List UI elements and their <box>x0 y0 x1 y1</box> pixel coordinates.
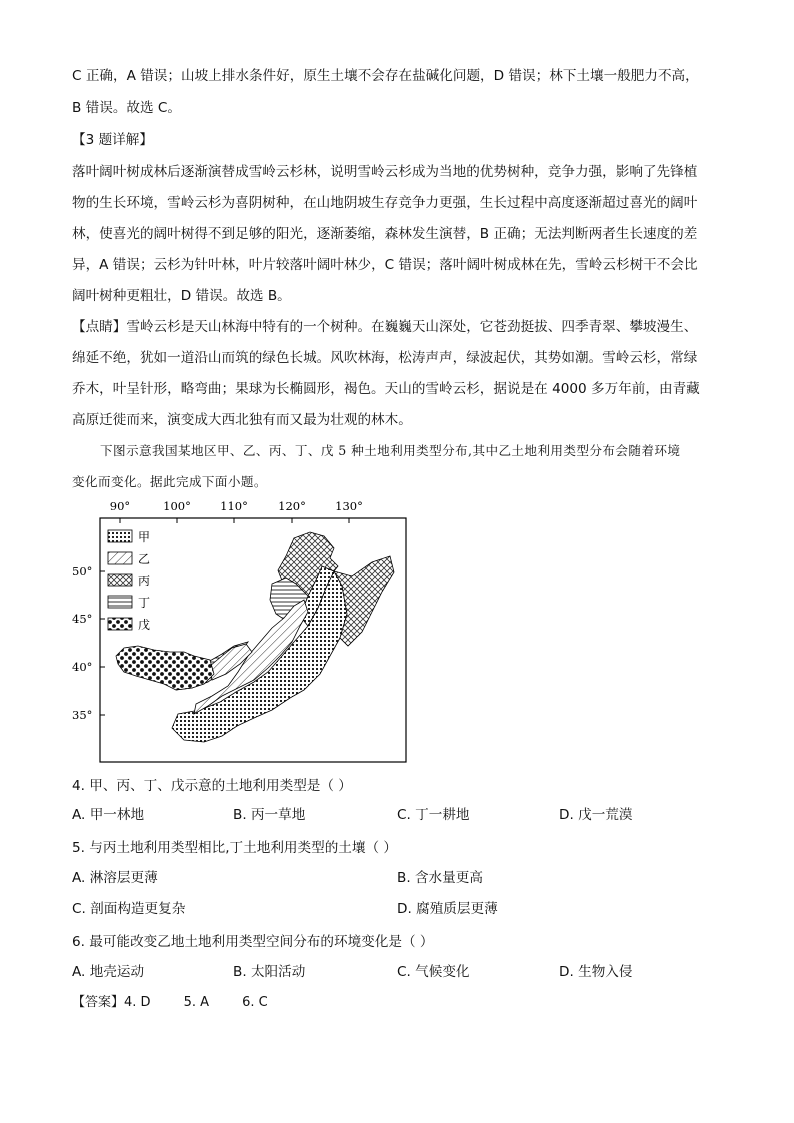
option-d: D. 生物入侵 <box>559 964 633 980</box>
question-stem: 6. 最可能改变乙地土地利用类型空间分布的环境变化是（ ） <box>72 934 434 950</box>
text-line: 异，A 错误；云杉为针叶林，叶片较落叶阔叶林少，C 错误；落叶阔叶树成林在先，雪岭云杉树干不会比 <box>72 257 698 273</box>
text-line: 乔木，叶呈针形，略弯曲；果球为长椭圆形，褐色。天山的雪岭云杉，据说是在 4000 多万年前，由青藏 <box>72 381 700 397</box>
section-header: 【3 题详解】 <box>72 132 153 148</box>
legend-label: 乙 <box>138 552 151 566</box>
option-a: A. 淋溶层更薄 <box>72 870 158 886</box>
lon-label: 130° <box>335 499 363 513</box>
lat-label: 50° <box>72 564 93 578</box>
lat-label: 35° <box>72 708 93 722</box>
lon-label: 110° <box>220 499 248 513</box>
lon-label: 120° <box>278 499 306 513</box>
legend-label: 丙 <box>138 574 151 588</box>
option-b: B. 太阳活动 <box>233 964 306 980</box>
option-a: A. 地壳运动 <box>72 964 145 980</box>
text-line: B 错误。故选 C。 <box>72 100 182 116</box>
legend-label: 丁 <box>138 596 151 610</box>
option-a: A. 甲一林地 <box>72 807 145 823</box>
lat-label: 40° <box>72 660 93 674</box>
answer-values: 4. D 5. A 6. C <box>124 995 268 1010</box>
option-b: B. 丙一草地 <box>233 807 306 823</box>
option-d: D. 戊一荒漠 <box>559 807 633 823</box>
legend-label: 甲 <box>138 530 151 544</box>
option-c: C. 丁一耕地 <box>397 807 470 823</box>
option-b: B. 含水量更高 <box>397 870 483 886</box>
lat-label: 45° <box>72 612 93 626</box>
text-line: 绵延不绝，犹如一道沿山而筑的绿色长城。风吹林海，松涛声声，绿波起伏，其势如潮。雪岭云杉，常绿 <box>72 350 698 366</box>
question-stem: 4. 甲、丙、丁、戊示意的土地利用类型是（ ） <box>72 778 352 794</box>
answer-label: 【答案】 <box>72 995 125 1010</box>
land-use-map <box>72 496 417 766</box>
text-line: 物的生长环境，雪岭云杉为喜阴树种，在山地阴坡生存竞争力更强，生长过程中高度逐渐超过喜光的阔叶 <box>72 195 698 211</box>
text-line: 高原迁徙而来，演变成大西北独有而又最为壮观的林木。 <box>72 412 412 428</box>
answer-line <box>72 989 722 1017</box>
lon-label: 90° <box>109 499 131 513</box>
text-line: 落叶阔叶树成林后逐渐演替成雪岭云杉林，说明雪岭云杉成为当地的优势树种，竞争力强，影响了先锋植 <box>72 164 698 180</box>
lon-label: 100° <box>163 499 191 513</box>
text-line: 阔叶树种更粗壮，D 错误。故选 B。 <box>72 288 291 304</box>
legend-label: 戊 <box>138 618 151 632</box>
intro-line: 下图示意我国某地区甲、乙、丙、丁、戊 5 种土地利用类型分布,其中乙土地利用类型分布会随着环境 <box>100 443 681 458</box>
question-stem: 5. 与丙土地利用类型相比,丁土地利用类型的土壤（ ） <box>72 840 397 856</box>
text-line: C 正确，A 错误；山坡上排水条件好，原生土壤不会存在盐碱化问题，D 错误；林下土壤一般肥力不高， <box>72 68 699 84</box>
option-c: C. 剖面构造更复杂 <box>72 901 186 917</box>
text-line: 【点睛】雪岭云杉是天山林海中特有的一个树种。在巍巍天山深处，它苍劲挺拔、四季青翠、攀坡漫生、 <box>72 319 698 335</box>
text-line: 林，使喜光的阔叶树得不到足够的阳光，逐渐萎缩，森林发生演替，B 正确；无法判断两者生长速度的差 <box>72 226 698 242</box>
option-c: C. 气候变化 <box>397 964 470 980</box>
option-d: D. 腐殖质层更薄 <box>397 901 498 917</box>
intro-line: 变化而变化。据此完成下面小题。 <box>72 474 267 489</box>
